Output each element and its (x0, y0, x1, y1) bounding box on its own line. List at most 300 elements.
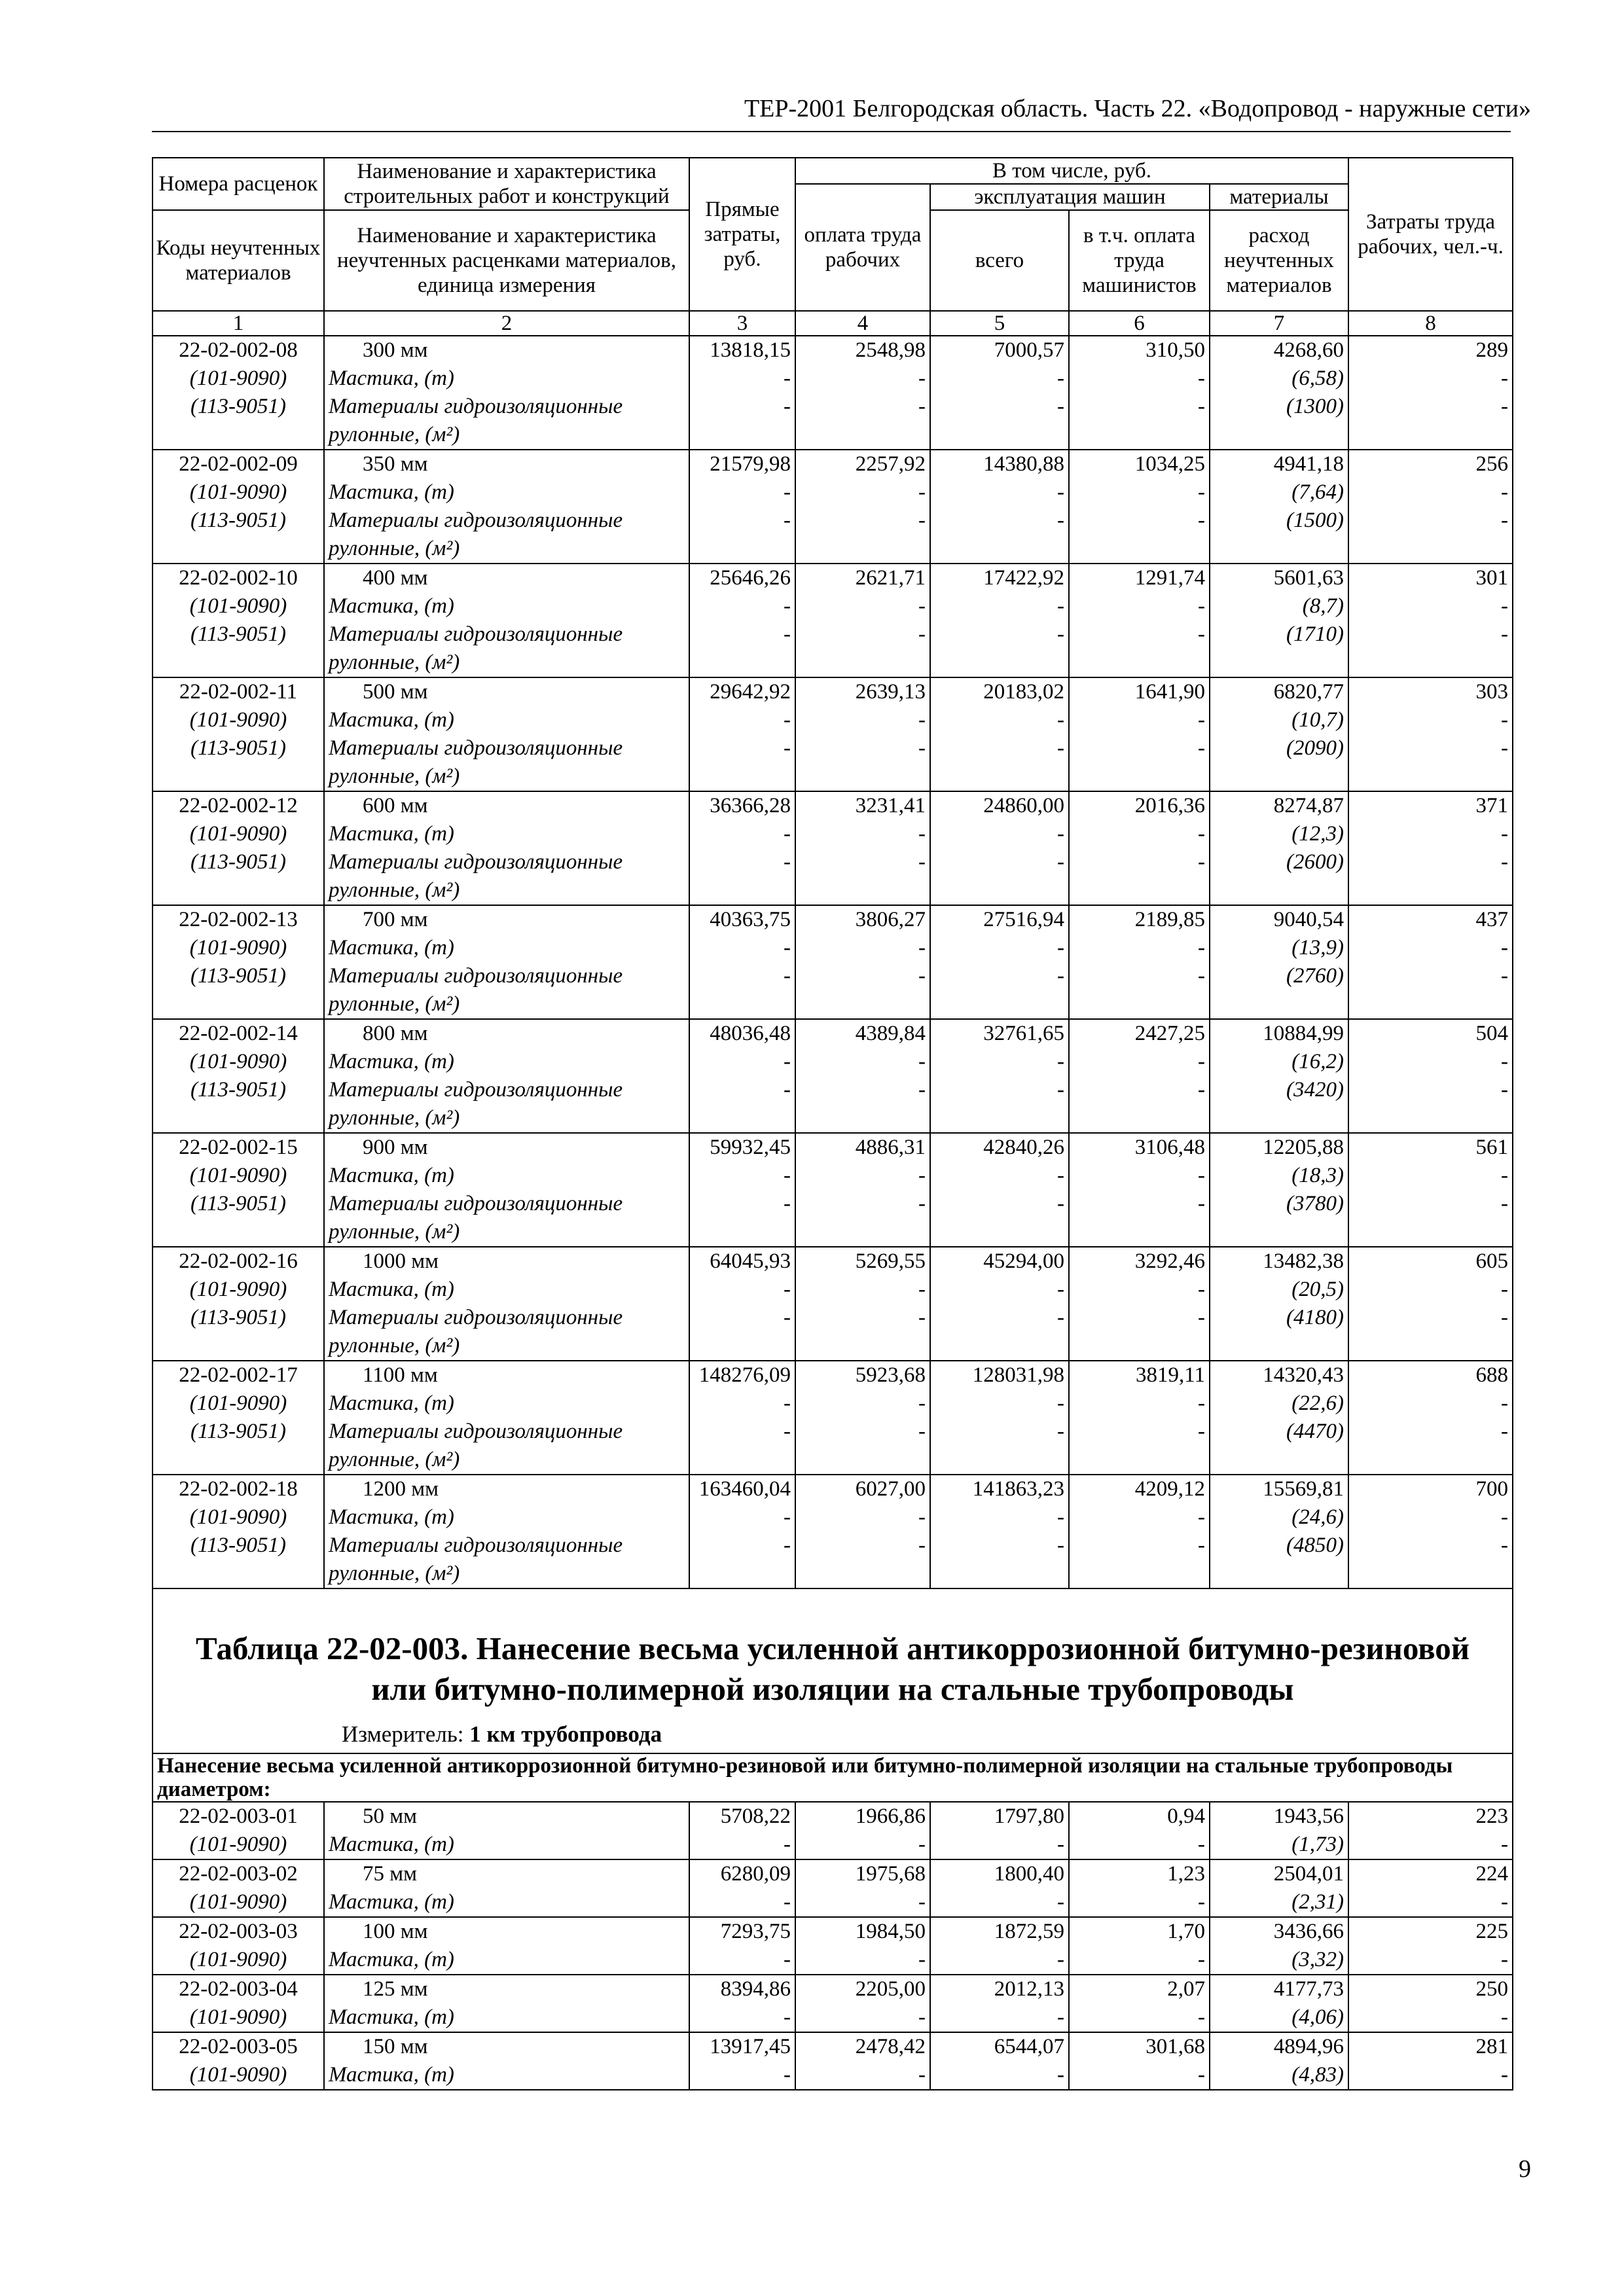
dash: - (784, 1890, 791, 1914)
labor-hours-cell (1348, 677, 1513, 791)
machines-total: 7000,57 (994, 338, 1064, 362)
labor-hours: 605 (1475, 1249, 1509, 1273)
work-name-cell (324, 564, 689, 677)
material-name: Мастика, (т) (329, 822, 454, 846)
rate-code: 22-02-003-01 (179, 1804, 298, 1828)
operators-pay-cell (1069, 564, 1210, 677)
dash: - (1057, 850, 1064, 874)
dash: - (1501, 1192, 1509, 1215)
rate-code-cell (153, 1975, 324, 2032)
material-name: Мастика, (т) (329, 708, 454, 732)
dash: - (918, 594, 926, 618)
materials-cost: 10884,99 (1263, 1022, 1344, 1045)
operators-pay: 2427,25 (1134, 1022, 1205, 1045)
materials-cost-cell (1210, 1247, 1348, 1361)
material-code: (101-9090) (189, 1164, 287, 1187)
materials-cost: 8274,87 (1273, 794, 1344, 817)
work-name-cell (324, 1802, 689, 1859)
dash: - (1501, 1391, 1509, 1415)
labor-pay: 4886,31 (855, 1136, 926, 1159)
dash: - (1057, 1306, 1064, 1329)
materials-cost-cell (1210, 1859, 1348, 1917)
labor-pay-cell (795, 1475, 930, 1588)
direct-costs-cell (689, 1133, 795, 1247)
material-consumption: (3780) (1286, 1192, 1344, 1215)
dash: - (1057, 1164, 1064, 1187)
material-code: (101-9090) (189, 2063, 287, 2087)
material-name: Мастика, (т) (329, 1890, 454, 1914)
dash: - (784, 1833, 791, 1856)
materials-cost: 6820,77 (1273, 680, 1344, 704)
dash: - (1198, 822, 1205, 846)
material-consumption: (16,2) (1291, 1050, 1344, 1073)
rates-table (152, 157, 1513, 2090)
dash: - (1057, 1420, 1064, 1443)
machines-total: 141863,23 (972, 1477, 1064, 1501)
dash: - (1057, 1278, 1064, 1301)
dash: - (1501, 736, 1509, 760)
direct-costs: 40363,75 (710, 908, 791, 931)
labor-pay-cell (795, 1361, 930, 1475)
machines-total: 1797,80 (994, 1804, 1064, 1828)
dash: - (918, 1164, 926, 1187)
table2-section-title: Нанесение весьма усиленной антикоррозионной битумно-резиновой или битумно-полимерной изоляции на стальные трубопроводы диаметром: (153, 1753, 1513, 1802)
material-name: Мастика, (т) (329, 594, 454, 618)
material-name: Материалы гидроизоляционные рулонные, (м²) (329, 1420, 623, 1471)
material-code: (113-9051) (190, 1192, 287, 1215)
dash: - (1057, 1391, 1064, 1415)
labor-pay-cell (795, 1917, 930, 1975)
material-code: (101-9090) (189, 1948, 287, 1971)
labor-hours: 289 (1475, 338, 1509, 362)
dash: - (784, 1164, 791, 1187)
material-code: (113-9051) (190, 1420, 287, 1443)
machines-total-cell (930, 1802, 1069, 1859)
machines-total-cell (930, 336, 1069, 450)
machines-total-cell (930, 1475, 1069, 1588)
materials-cost: 13482,38 (1263, 1249, 1344, 1273)
operators-pay-cell (1069, 905, 1210, 1019)
dash: - (1057, 936, 1064, 960)
rate-code-cell (153, 1247, 324, 1361)
materials-cost: 4941,18 (1273, 452, 1344, 476)
labor-pay: 1975,68 (855, 1862, 926, 1886)
labor-hours-cell (1348, 2032, 1513, 2090)
column-number: 1 (153, 311, 324, 336)
dash: - (1057, 480, 1064, 504)
column-number: 5 (930, 311, 1069, 336)
rate-code: 22-02-002-10 (179, 566, 298, 590)
material-consumption: (8,7) (1302, 594, 1344, 618)
pipe-diameter: 1000 мм (363, 1249, 439, 1273)
dash: - (1057, 594, 1064, 618)
pipe-diameter: 1100 мм (363, 1363, 438, 1387)
dash: - (918, 509, 926, 532)
material-consumption: (3,32) (1291, 1948, 1344, 1971)
material-consumption: (18,3) (1291, 1164, 1344, 1187)
dash: - (1057, 2005, 1064, 2029)
material-consumption: (4180) (1286, 1306, 1344, 1329)
material-name: Мастика, (т) (329, 1833, 454, 1856)
dash: - (1198, 1050, 1205, 1073)
header-work-name: Наименование и характеристика строительных работ и конструкций (324, 158, 689, 210)
dash: - (1198, 1192, 1205, 1215)
material-code: (113-9051) (190, 736, 287, 760)
header-machines-total: всего (930, 210, 1069, 311)
machines-total-cell (930, 1917, 1069, 1975)
pipe-diameter: 150 мм (363, 2035, 428, 2058)
labor-pay: 4389,84 (855, 1022, 926, 1045)
machines-total-cell (930, 1019, 1069, 1133)
header-including: В том числе, руб. (795, 158, 1348, 184)
labor-pay: 2257,92 (855, 452, 926, 476)
dash: - (918, 1192, 926, 1215)
material-consumption: (12,3) (1291, 822, 1344, 846)
table2-title-line2: или битумно-полимерной изоляции на стальные трубопроводы (371, 1671, 1294, 1707)
header-material-consumption: расход неучтенных материалов (1210, 210, 1348, 311)
meter-value: 1 км трубопровода (469, 1721, 662, 1747)
material-code: (101-9090) (189, 480, 287, 504)
materials-cost: 1943,56 (1273, 1804, 1344, 1828)
dash: - (784, 1306, 791, 1329)
materials-cost-cell (1210, 677, 1348, 791)
labor-hours-cell (1348, 1133, 1513, 1247)
material-code: (101-9090) (189, 822, 287, 846)
labor-pay: 2205,00 (855, 1977, 926, 2001)
materials-cost: 14320,43 (1263, 1363, 1344, 1387)
dash: - (784, 1050, 791, 1073)
dash: - (918, 2005, 926, 2029)
dash: - (1501, 708, 1509, 732)
column-number: 6 (1069, 311, 1210, 336)
dash: - (1198, 622, 1205, 646)
materials-cost-cell (1210, 791, 1348, 905)
machines-total-cell (930, 1361, 1069, 1475)
dash: - (1501, 1890, 1509, 1914)
operators-pay: 1641,90 (1134, 680, 1205, 704)
dash: - (784, 1534, 791, 1557)
labor-hours-cell (1348, 1975, 1513, 2032)
dash: - (1198, 1505, 1205, 1529)
dash: - (918, 1534, 926, 1557)
materials-cost: 5601,63 (1273, 566, 1344, 590)
pipe-diameter: 300 мм (363, 338, 428, 362)
dash: - (784, 736, 791, 760)
labor-pay-cell (795, 1133, 930, 1247)
labor-pay: 2621,71 (855, 566, 926, 590)
operators-pay-cell (1069, 1247, 1210, 1361)
direct-costs: 5708,22 (720, 1804, 791, 1828)
operators-pay: 2189,85 (1134, 908, 1205, 931)
material-name: Мастика, (т) (329, 1505, 454, 1529)
header-material-names: Наименование и характеристика неучтенных расценками материалов, единица измерения (324, 210, 689, 311)
operators-pay: 3819,11 (1135, 1363, 1205, 1387)
labor-pay: 5923,68 (855, 1363, 926, 1387)
labor-hours: 256 (1475, 452, 1509, 476)
dash: - (1501, 964, 1509, 988)
operators-pay-cell (1069, 1475, 1210, 1588)
dash: - (1057, 1890, 1064, 1914)
meter-label: Измеритель: (342, 1721, 464, 1747)
material-consumption: (13,9) (1291, 936, 1344, 960)
rate-code-cell (153, 1859, 324, 1917)
material-name: Мастика, (т) (329, 1948, 454, 1971)
machines-total-cell (930, 450, 1069, 564)
material-name: Материалы гидроизоляционные рулонные, (м²) (329, 1078, 623, 1130)
labor-hours-cell (1348, 564, 1513, 677)
dash: - (918, 1505, 926, 1529)
material-consumption: (7,64) (1291, 480, 1344, 504)
table-row (153, 791, 1513, 905)
rate-code: 22-02-002-09 (179, 452, 298, 476)
dash: - (918, 822, 926, 846)
operators-pay-cell (1069, 1917, 1210, 1975)
material-consumption: (1300) (1286, 395, 1344, 418)
dash: - (1198, 509, 1205, 532)
pipe-diameter: 50 мм (363, 1804, 418, 1828)
labor-pay: 5269,55 (855, 1249, 926, 1273)
dash: - (784, 1192, 791, 1215)
dash: - (1501, 367, 1509, 390)
material-consumption: (3420) (1286, 1078, 1344, 1102)
table2-title-line1: Таблица 22-02-003. Нанесение весьма усиленной антикоррозионной битумно-резиновой (196, 1630, 1470, 1666)
dash: - (1501, 936, 1509, 960)
table-row (153, 336, 1513, 450)
running-header: ТЕР-2001 Белгородская область. Часть 22. «Водопровод - наружные сети» (744, 95, 1531, 122)
rate-code-cell (153, 1019, 324, 1133)
machines-total-cell (930, 1133, 1069, 1247)
labor-hours-cell (1348, 905, 1513, 1019)
dash: - (918, 708, 926, 732)
machines-total: 42840,26 (983, 1136, 1064, 1159)
work-name-cell (324, 1859, 689, 1917)
dash: - (918, 1078, 926, 1102)
rate-code: 22-02-002-18 (179, 1477, 298, 1501)
header-machines: эксплуатация машин (930, 184, 1210, 210)
dash: - (784, 850, 791, 874)
materials-cost: 4268,60 (1273, 338, 1344, 362)
dash: - (1198, 367, 1205, 390)
work-name-cell (324, 1133, 689, 1247)
labor-hours: 301 (1475, 566, 1509, 590)
table-row (153, 1361, 1513, 1475)
labor-pay-cell (795, 564, 930, 677)
table1-body (153, 336, 1513, 1588)
labor-hours-cell (1348, 1859, 1513, 1917)
material-code: (101-9090) (189, 1833, 287, 1856)
dash: - (784, 1505, 791, 1529)
direct-costs: 21579,98 (710, 452, 791, 476)
rate-code-cell (153, 1802, 324, 1859)
labor-hours-cell (1348, 1019, 1513, 1133)
dash: - (1501, 1505, 1509, 1529)
dash: - (1501, 1050, 1509, 1073)
dash: - (784, 936, 791, 960)
direct-costs-cell (689, 1475, 795, 1588)
dash: - (1057, 1534, 1064, 1557)
labor-pay-cell (795, 1802, 930, 1859)
material-consumption: (2600) (1286, 850, 1344, 874)
dash: - (1501, 594, 1509, 618)
dash: - (918, 1391, 926, 1415)
labor-pay: 2478,42 (855, 2035, 926, 2058)
materials-cost: 4894,96 (1273, 2035, 1344, 2058)
material-code: (101-9090) (189, 2005, 287, 2029)
pipe-diameter: 900 мм (363, 1136, 428, 1159)
material-consumption: (6,58) (1291, 367, 1344, 390)
operators-pay: 3106,48 (1134, 1136, 1205, 1159)
pipe-diameter: 1200 мм (363, 1477, 439, 1501)
dash: - (1198, 1306, 1205, 1329)
dash: - (1501, 1306, 1509, 1329)
operators-pay: 2016,36 (1134, 794, 1205, 817)
labor-hours: 250 (1475, 1977, 1509, 2001)
direct-costs: 8394,86 (720, 1977, 791, 2001)
rate-code-cell (153, 564, 324, 677)
direct-costs-cell (689, 564, 795, 677)
labor-hours: 504 (1475, 1022, 1509, 1045)
labor-pay-cell (795, 450, 930, 564)
material-name: Мастика, (т) (329, 480, 454, 504)
dash: - (1198, 1278, 1205, 1301)
direct-costs: 48036,48 (710, 1022, 791, 1045)
dash: - (1501, 509, 1509, 532)
page-number: 9 (1519, 2155, 1531, 2183)
dash: - (1501, 822, 1509, 846)
materials-cost-cell (1210, 1975, 1348, 2032)
machines-total: 128031,98 (972, 1363, 1064, 1387)
labor-hours-cell (1348, 1247, 1513, 1361)
labor-pay-cell (795, 1975, 930, 2032)
direct-costs-cell (689, 2032, 795, 2090)
table-row (153, 1802, 1513, 1859)
materials-cost-cell (1210, 1361, 1348, 1475)
material-code: (101-9090) (189, 594, 287, 618)
table-row (153, 564, 1513, 677)
machines-total-cell (930, 1975, 1069, 2032)
material-code: (101-9090) (189, 1890, 287, 1914)
direct-costs-cell (689, 1917, 795, 1975)
dash: - (1057, 822, 1064, 846)
labor-hours: 281 (1475, 2035, 1509, 2058)
operators-pay-cell (1069, 336, 1210, 450)
material-consumption: (4850) (1286, 1534, 1344, 1557)
labor-pay-cell (795, 905, 930, 1019)
dash: - (1198, 1948, 1205, 1971)
dash: - (1198, 708, 1205, 732)
labor-hours-cell (1348, 1802, 1513, 1859)
labor-hours-cell (1348, 1917, 1513, 1975)
dash: - (784, 1391, 791, 1415)
dash: - (1057, 622, 1064, 646)
operators-pay: 0,94 (1167, 1804, 1205, 1828)
dash: - (784, 964, 791, 988)
dash: - (784, 1078, 791, 1102)
table2-title-block (153, 1588, 1513, 1753)
material-code: (101-9090) (189, 1050, 287, 1073)
dash: - (784, 2005, 791, 2029)
dash: - (1057, 1948, 1064, 1971)
machines-total: 1872,59 (994, 1920, 1064, 1943)
material-name: Мастика, (т) (329, 2005, 454, 2029)
direct-costs: 64045,93 (710, 1249, 791, 1273)
material-consumption: (2760) (1286, 964, 1344, 988)
pipe-diameter: 500 мм (363, 680, 428, 704)
labor-hours: 561 (1475, 1136, 1509, 1159)
rate-code-cell (153, 2032, 324, 2090)
machines-total: 1800,40 (994, 1862, 1064, 1886)
dash: - (1198, 395, 1205, 418)
direct-costs: 163460,04 (698, 1477, 791, 1501)
materials-cost: 4177,73 (1273, 1977, 1344, 2001)
operators-pay: 1034,25 (1134, 452, 1205, 476)
pipe-diameter: 350 мм (363, 452, 428, 476)
material-consumption: (4,06) (1291, 2005, 1344, 2029)
operators-pay: 301,68 (1146, 2035, 1205, 2058)
machines-total: 27516,94 (983, 908, 1064, 931)
table-row (153, 1475, 1513, 1588)
dash: - (1057, 1833, 1064, 1856)
dash: - (1501, 1164, 1509, 1187)
direct-costs: 25646,26 (710, 566, 791, 590)
dash: - (1057, 1050, 1064, 1073)
header-labor-hours: Затраты труда рабочих, чел.-ч. (1348, 158, 1513, 311)
dash: - (1198, 1420, 1205, 1443)
dash: - (1198, 1833, 1205, 1856)
material-code: (113-9051) (190, 1306, 287, 1329)
operators-pay: 4209,12 (1134, 1477, 1205, 1501)
header-rule (152, 131, 1511, 132)
table-row (153, 905, 1513, 1019)
work-name-cell (324, 1475, 689, 1588)
direct-costs: 7293,75 (720, 1920, 791, 1943)
dash: - (1057, 708, 1064, 732)
pipe-diameter: 800 мм (363, 1022, 428, 1045)
materials-cost-cell (1210, 1802, 1348, 1859)
rate-code: 22-02-003-03 (179, 1920, 298, 1943)
rate-code: 22-02-002-15 (179, 1136, 298, 1159)
dash: - (784, 2063, 791, 2087)
rate-code-cell (153, 1361, 324, 1475)
work-name-cell (324, 1019, 689, 1133)
rate-code: 22-02-002-16 (179, 1249, 298, 1273)
dash: - (918, 1306, 926, 1329)
rate-code: 22-02-003-02 (179, 1862, 298, 1886)
dash: - (918, 936, 926, 960)
direct-costs-cell (689, 1802, 795, 1859)
dash: - (918, 736, 926, 760)
labor-hours: 371 (1475, 794, 1509, 817)
dash: - (918, 1890, 926, 1914)
material-consumption: (4,83) (1291, 2063, 1344, 2087)
work-name-cell (324, 677, 689, 791)
rate-code-cell (153, 1475, 324, 1588)
dash: - (918, 622, 926, 646)
dash: - (784, 1420, 791, 1443)
machines-total-cell (930, 1247, 1069, 1361)
dash: - (1501, 2005, 1509, 2029)
rate-code-cell (153, 1917, 324, 1975)
direct-costs-cell (689, 450, 795, 564)
machines-total-cell (930, 677, 1069, 791)
labor-hours: 225 (1475, 1920, 1509, 1943)
dash: - (784, 367, 791, 390)
operators-pay-cell (1069, 450, 1210, 564)
table2-meter (342, 1720, 1506, 1749)
operators-pay: 2,07 (1167, 1977, 1205, 2001)
direct-costs: 6280,09 (720, 1862, 791, 1886)
direct-costs-cell (689, 791, 795, 905)
